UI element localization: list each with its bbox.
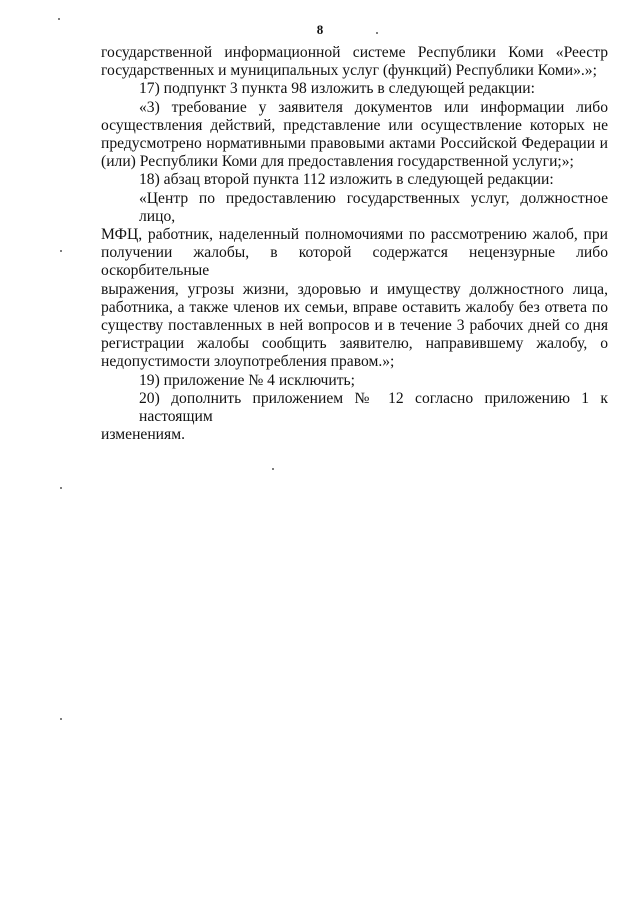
text-line: предусмотрено нормативными правовыми актами Российской Федерации и	[101, 135, 608, 153]
text-line: существу поставленных в ней вопросов и в течение 3 рабочих дней со дня	[101, 317, 608, 335]
text-line: «Центр по предоставлению государственных услуг, должностное лицо,	[139, 189, 608, 225]
text-line: изменениям.	[101, 426, 185, 444]
text-line: работника, а также членов их семьи, вправе оставить жалобу без ответа по	[101, 298, 608, 316]
page-number: 8	[316, 22, 324, 37]
scan-speck	[60, 487, 62, 489]
scan-speck	[58, 18, 60, 20]
text-line: 18) абзац второй пункта 112 изложить в следующей редакции:	[139, 171, 554, 189]
scan-speck	[376, 32, 378, 34]
document-body	[101, 44, 608, 444]
text-line: недопустимости злоупотребления правом.»;	[101, 353, 395, 371]
text-line: выражения, угрозы жизни, здоровью и имуществу должностного лица,	[101, 280, 608, 298]
text-line: государственной информационной системе Республики Коми «Реестр	[101, 44, 608, 61]
text-line: (или) Республики Коми для предоставления государственной услуги;»;	[101, 153, 574, 171]
text-line: осуществления действий, представление или осуществление которых не	[101, 116, 608, 134]
scan-speck	[272, 468, 274, 470]
text-line: получении жалобы, в которой содержатся нецензурные либо оскорбительные	[101, 244, 608, 280]
text-line: 20) дополнить приложением № 12 согласно приложению 1 к настоящим	[139, 389, 608, 426]
scan-speck	[60, 718, 62, 720]
text-line: МФЦ, работник, наделенный полномочиями по рассмотрению жалоб, при	[101, 226, 608, 244]
text-line: регистрации жалобы сообщить заявителю, направившему жалобу, о	[101, 335, 608, 353]
scan-speck	[60, 250, 62, 252]
text-line: «3) требование у заявителя документов или информации либо	[139, 98, 608, 116]
text-line: 17) подпункт 3 пункта 98 изложить в следующей редакции:	[139, 80, 535, 98]
text-line: государственных и муниципальных услуг (функций) Республики Коми».»;	[101, 62, 597, 80]
text-line: 19) приложение № 4 исключить;	[139, 371, 355, 389]
